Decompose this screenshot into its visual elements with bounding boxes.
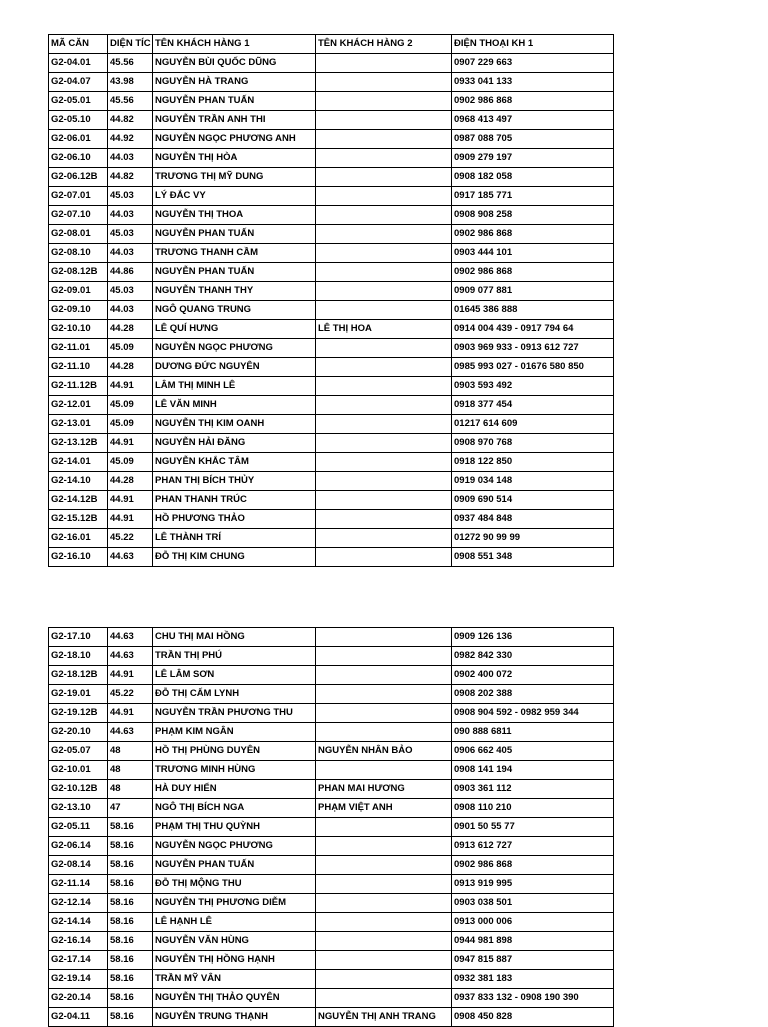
area-cell: 44.91 xyxy=(108,434,153,453)
table-row xyxy=(49,913,614,932)
customer-1-phone-cell: 0903 361 112 xyxy=(452,780,614,799)
unit-code-cell: G2-13.10 xyxy=(49,799,108,818)
area-cell: 58.16 xyxy=(108,875,153,894)
area-cell: 43.98 xyxy=(108,73,153,92)
customer-2-name-cell xyxy=(316,206,452,225)
table-row xyxy=(49,149,614,168)
area-cell: 44.28 xyxy=(108,472,153,491)
area-cell: 58.16 xyxy=(108,856,153,875)
customer-1-name-cell: ĐỖ THỊ MỘNG THU xyxy=(153,875,316,894)
area-cell: 44.91 xyxy=(108,510,153,529)
area-cell: 58.16 xyxy=(108,818,153,837)
area-cell: 58.16 xyxy=(108,951,153,970)
customer-1-name-cell: LÊ THÀNH TRÍ xyxy=(153,529,316,548)
customer-1-phone-cell: 0902 986 868 xyxy=(452,92,614,111)
area-cell: 44.03 xyxy=(108,149,153,168)
customer-1-name-cell: NGUYỄN PHAN TUẤN xyxy=(153,92,316,111)
customer-2-name-cell: NGUYỄN NHÂN BẢO xyxy=(316,742,452,761)
unit-code-cell: G2-11.01 xyxy=(49,339,108,358)
area-cell: 44.91 xyxy=(108,704,153,723)
area-cell: 44.28 xyxy=(108,320,153,339)
customer-1-name-cell: ĐỖ THỊ CẨM LYNH xyxy=(153,685,316,704)
customer-2-name-cell xyxy=(316,529,452,548)
area-cell: 44.28 xyxy=(108,358,153,377)
customer-1-phone-cell: 0909 279 197 xyxy=(452,149,614,168)
unit-code-cell: G2-11.10 xyxy=(49,358,108,377)
table-row xyxy=(49,73,614,92)
customer-1-name-cell: NGUYỄN NGỌC PHƯƠNG ANH xyxy=(153,130,316,149)
column-header: TÊN KHÁCH HÀNG 2 xyxy=(316,35,452,54)
unit-code-cell: G2-13.12B xyxy=(49,434,108,453)
customer-1-name-cell: LÝ ĐẮC VY xyxy=(153,187,316,206)
area-cell: 58.16 xyxy=(108,894,153,913)
customer-2-name-cell xyxy=(316,434,452,453)
unit-code-cell: G2-14.12B xyxy=(49,491,108,510)
customer-1-phone-cell: 0968 413 497 xyxy=(452,111,614,130)
customer-1-phone-cell: 0913 000 006 xyxy=(452,913,614,932)
unit-code-cell: G2-09.01 xyxy=(49,282,108,301)
customer-2-name-cell xyxy=(316,225,452,244)
customer-2-name-cell xyxy=(316,628,452,647)
table-row xyxy=(49,837,614,856)
customer-1-name-cell: NGUYỄN PHAN TUẤN xyxy=(153,263,316,282)
customer-2-name-cell xyxy=(316,187,452,206)
customer-1-phone-cell: 0903 969 933 - 0913 612 727 xyxy=(452,339,614,358)
table-row xyxy=(49,704,614,723)
area-cell: 45.09 xyxy=(108,396,153,415)
area-cell: 48 xyxy=(108,742,153,761)
customer-2-name-cell xyxy=(316,761,452,780)
customer-1-name-cell: LÊ VĂN MINH xyxy=(153,396,316,415)
customer-1-phone-cell: 0908 110 210 xyxy=(452,799,614,818)
table-row xyxy=(49,856,614,875)
table-row xyxy=(49,92,614,111)
area-cell: 44.63 xyxy=(108,647,153,666)
area-cell: 45.56 xyxy=(108,92,153,111)
area-cell: 45.03 xyxy=(108,187,153,206)
table-row xyxy=(49,358,614,377)
unit-code-cell: G2-04.07 xyxy=(49,73,108,92)
customer-1-phone-cell: 0902 400 072 xyxy=(452,666,614,685)
unit-code-cell: G2-08.10 xyxy=(49,244,108,263)
unit-code-cell: G2-05.01 xyxy=(49,92,108,111)
customer-2-name-cell xyxy=(316,932,452,951)
unit-code-cell: G2-12.01 xyxy=(49,396,108,415)
column-header: ĐIỆN THOẠI KH 1 xyxy=(452,35,614,54)
customer-1-name-cell: NGUYỄN THỊ HỒNG HẠNH xyxy=(153,951,316,970)
table-row xyxy=(49,970,614,989)
customer-1-name-cell: NGUYỄN NGỌC PHƯƠNG xyxy=(153,339,316,358)
customer-2-name-cell xyxy=(316,54,452,73)
column-header: TÊN KHÁCH HÀNG 1 xyxy=(153,35,316,54)
customer-1-name-cell: NGUYỄN BÙI QUỐC DŨNG xyxy=(153,54,316,73)
customer-1-name-cell: PHẠM KIM NGÂN xyxy=(153,723,316,742)
customer-1-name-cell: NGÔ THỊ BÍCH NGA xyxy=(153,799,316,818)
table-row xyxy=(49,818,614,837)
area-cell: 44.82 xyxy=(108,168,153,187)
area-cell: 48 xyxy=(108,761,153,780)
area-cell: 44.91 xyxy=(108,491,153,510)
area-cell: 44.63 xyxy=(108,548,153,567)
unit-code-cell: G2-17.10 xyxy=(49,628,108,647)
customer-1-phone-cell: 0906 662 405 xyxy=(452,742,614,761)
table-row xyxy=(49,168,614,187)
customer-2-name-cell xyxy=(316,168,452,187)
customer-1-phone-cell: 01272 90 99 99 xyxy=(452,529,614,548)
area-cell: 45.09 xyxy=(108,453,153,472)
customer-1-name-cell: NGUYỄN THANH THY xyxy=(153,282,316,301)
customer-1-name-cell: NGUYỄN TRUNG THẠNH xyxy=(153,1008,316,1027)
table-row xyxy=(49,894,614,913)
area-cell: 44.63 xyxy=(108,628,153,647)
table-row xyxy=(49,666,614,685)
unit-code-cell: G2-16.01 xyxy=(49,529,108,548)
unit-code-cell: G2-14.01 xyxy=(49,453,108,472)
customer-1-name-cell: NGUYỄN TRẦN ANH THI xyxy=(153,111,316,130)
customer-2-name-cell xyxy=(316,989,452,1008)
customer-1-name-cell: NGUYỄN HÀ TRANG xyxy=(153,73,316,92)
customer-2-name-cell xyxy=(316,396,452,415)
customer-1-phone-cell: 0902 986 868 xyxy=(452,856,614,875)
area-cell: 58.16 xyxy=(108,837,153,856)
customer-2-name-cell xyxy=(316,92,452,111)
customer-1-phone-cell: 0918 377 454 xyxy=(452,396,614,415)
customer-2-name-cell: LÊ THỊ HOA xyxy=(316,320,452,339)
area-cell: 58.16 xyxy=(108,932,153,951)
customer-2-name-cell xyxy=(316,301,452,320)
customer-1-phone-cell: 0902 986 868 xyxy=(452,263,614,282)
customer-1-name-cell: HỒ THỊ PHÙNG DUYÊN xyxy=(153,742,316,761)
table-row xyxy=(49,723,614,742)
customer-1-phone-cell: 0907 229 663 xyxy=(452,54,614,73)
area-cell: 58.16 xyxy=(108,1008,153,1027)
unit-code-cell: G2-07.01 xyxy=(49,187,108,206)
area-cell: 44.92 xyxy=(108,130,153,149)
customer-1-phone-cell: 0987 088 705 xyxy=(452,130,614,149)
unit-code-cell: G2-06.12B xyxy=(49,168,108,187)
customer-1-phone-cell: 0903 038 501 xyxy=(452,894,614,913)
table-row xyxy=(49,761,614,780)
customer-2-name-cell xyxy=(316,704,452,723)
area-cell: 47 xyxy=(108,799,153,818)
customer-2-name-cell xyxy=(316,818,452,837)
unit-code-cell: G2-14.10 xyxy=(49,472,108,491)
customer-1-phone-cell: 0919 034 148 xyxy=(452,472,614,491)
customer-1-name-cell: LÂM THỊ MINH LÊ xyxy=(153,377,316,396)
customer-1-phone-cell: 0901 50 55 77 xyxy=(452,818,614,837)
table-row xyxy=(49,225,614,244)
table-row xyxy=(49,206,614,225)
customer-2-name-cell xyxy=(316,453,452,472)
unit-code-cell: G2-19.01 xyxy=(49,685,108,704)
customer-1-phone-cell: 0918 122 850 xyxy=(452,453,614,472)
table-row xyxy=(49,301,614,320)
customer-1-name-cell: TRƯƠNG THỊ MỸ DUNG xyxy=(153,168,316,187)
table-row xyxy=(49,244,614,263)
customer-2-name-cell xyxy=(316,685,452,704)
area-cell: 58.16 xyxy=(108,970,153,989)
customer-1-phone-cell: 0908 450 828 xyxy=(452,1008,614,1027)
unit-code-cell: G2-05.07 xyxy=(49,742,108,761)
area-cell: 48 xyxy=(108,780,153,799)
unit-code-cell: G2-05.10 xyxy=(49,111,108,130)
customer-1-phone-cell: 0917 185 771 xyxy=(452,187,614,206)
table-row xyxy=(49,742,614,761)
unit-code-cell: G2-09.10 xyxy=(49,301,108,320)
customer-1-phone-cell: 0913 612 727 xyxy=(452,837,614,856)
customer-1-name-cell: NGUYỄN THỊ HÒA xyxy=(153,149,316,168)
table-row xyxy=(49,54,614,73)
customer-1-name-cell: NGUYỄN THỊ THẢO QUYÊN xyxy=(153,989,316,1008)
customer-2-name-cell: PHAN MAI HƯƠNG xyxy=(316,780,452,799)
table-row xyxy=(49,434,614,453)
customer-2-name-cell xyxy=(316,377,452,396)
customer-2-name-cell xyxy=(316,510,452,529)
unit-code-cell: G2-10.01 xyxy=(49,761,108,780)
unit-code-cell: G2-19.12B xyxy=(49,704,108,723)
area-cell: 45.56 xyxy=(108,54,153,73)
customer-1-name-cell: NGUYỄN TRẦN PHƯƠNG THU xyxy=(153,704,316,723)
customer-1-name-cell: NGUYỄN THỊ THOA xyxy=(153,206,316,225)
customer-1-phone-cell: 0903 593 492 xyxy=(452,377,614,396)
area-cell: 45.22 xyxy=(108,529,153,548)
customer-1-name-cell: NGUYỄN PHAN TUẤN xyxy=(153,225,316,244)
table-row xyxy=(49,130,614,149)
area-cell: 44.63 xyxy=(108,723,153,742)
customer-1-phone-cell: 0908 908 258 xyxy=(452,206,614,225)
table-row xyxy=(49,453,614,472)
unit-code-cell: G2-06.10 xyxy=(49,149,108,168)
customer-1-name-cell: TRẦN THỊ PHÚ xyxy=(153,647,316,666)
area-cell: 44.91 xyxy=(108,377,153,396)
customer-1-name-cell: NGUYỄN NGỌC PHƯƠNG xyxy=(153,837,316,856)
customer-1-name-cell: TRƯƠNG THANH CẦM xyxy=(153,244,316,263)
unit-code-cell: G2-12.14 xyxy=(49,894,108,913)
unit-code-cell: G2-15.12B xyxy=(49,510,108,529)
unit-code-cell: G2-06.14 xyxy=(49,837,108,856)
unit-code-cell: G2-16.14 xyxy=(49,932,108,951)
area-cell: 44.91 xyxy=(108,666,153,685)
area-cell: 44.03 xyxy=(108,301,153,320)
customer-2-name-cell xyxy=(316,111,452,130)
customer-2-name-cell xyxy=(316,548,452,567)
unit-code-cell: G2-11.12B xyxy=(49,377,108,396)
customer-1-phone-cell: 0937 833 132 - 0908 190 390 xyxy=(452,989,614,1008)
area-cell: 44.86 xyxy=(108,263,153,282)
customer-1-phone-cell: 0985 993 027 - 01676 580 850 xyxy=(452,358,614,377)
unit-code-cell: G2-18.12B xyxy=(49,666,108,685)
customer-1-name-cell: TRẦN MỸ VÂN xyxy=(153,970,316,989)
customer-1-phone-cell: 0913 919 995 xyxy=(452,875,614,894)
customer-1-name-cell: NGUYỄN HẢI ĐĂNG xyxy=(153,434,316,453)
customer-2-name-cell xyxy=(316,282,452,301)
customer-2-name-cell xyxy=(316,647,452,666)
customer-2-name-cell xyxy=(316,263,452,282)
table-row xyxy=(49,529,614,548)
unit-code-cell: G2-07.10 xyxy=(49,206,108,225)
table-row xyxy=(49,396,614,415)
customer-2-name-cell xyxy=(316,358,452,377)
customer-1-phone-cell: 0908 202 388 xyxy=(452,685,614,704)
table-row xyxy=(49,111,614,130)
area-cell: 45.03 xyxy=(108,282,153,301)
table-row xyxy=(49,320,614,339)
customer-2-name-cell xyxy=(316,970,452,989)
customer-1-phone-cell: 01217 614 609 xyxy=(452,415,614,434)
customer-1-phone-cell: 0932 381 183 xyxy=(452,970,614,989)
customer-table-2 xyxy=(48,627,614,1027)
unit-code-cell: G2-11.14 xyxy=(49,875,108,894)
customer-1-name-cell: NGUYỄN THỊ PHƯƠNG DIỄM xyxy=(153,894,316,913)
customer-1-phone-cell: 01645 386 888 xyxy=(452,301,614,320)
unit-code-cell: G2-08.01 xyxy=(49,225,108,244)
area-cell: 44.03 xyxy=(108,244,153,263)
customer-1-phone-cell: 0908 182 058 xyxy=(452,168,614,187)
customer-1-name-cell: LÊ QUÍ HƯNG xyxy=(153,320,316,339)
unit-code-cell: G2-16.10 xyxy=(49,548,108,567)
customer-1-phone-cell: 0903 444 101 xyxy=(452,244,614,263)
table-row xyxy=(49,780,614,799)
unit-code-cell: G2-05.11 xyxy=(49,818,108,837)
customer-2-name-cell xyxy=(316,130,452,149)
customer-1-name-cell: CHU THỊ MAI HỒNG xyxy=(153,628,316,647)
customer-2-name-cell xyxy=(316,339,452,358)
table-row xyxy=(49,282,614,301)
customer-2-name-cell xyxy=(316,875,452,894)
table-row xyxy=(49,491,614,510)
customer-table-1 xyxy=(48,34,614,567)
unit-code-cell: G2-10.10 xyxy=(49,320,108,339)
customer-1-name-cell: NGÔ QUANG TRUNG xyxy=(153,301,316,320)
customer-2-name-cell: NGUYỄN THỊ ANH TRANG xyxy=(316,1008,452,1027)
table-row xyxy=(49,951,614,970)
customer-2-name-cell xyxy=(316,491,452,510)
unit-code-cell: G2-04.01 xyxy=(49,54,108,73)
area-cell: 45.03 xyxy=(108,225,153,244)
customer-1-name-cell: HỒ PHƯƠNG THẢO xyxy=(153,510,316,529)
customer-1-phone-cell: 0908 141 194 xyxy=(452,761,614,780)
unit-code-cell: G2-17.14 xyxy=(49,951,108,970)
customer-1-phone-cell: 0944 981 898 xyxy=(452,932,614,951)
customer-1-name-cell: ĐỖ THỊ KIM CHUNG xyxy=(153,548,316,567)
unit-code-cell: G2-06.01 xyxy=(49,130,108,149)
table-row xyxy=(49,263,614,282)
column-header: MÃ CĂN xyxy=(49,35,108,54)
unit-code-cell: G2-08.12B xyxy=(49,263,108,282)
unit-code-cell: G2-20.14 xyxy=(49,989,108,1008)
area-cell: 44.03 xyxy=(108,206,153,225)
table-row xyxy=(49,472,614,491)
customer-1-phone-cell: 0947 815 887 xyxy=(452,951,614,970)
customer-2-name-cell xyxy=(316,244,452,263)
customer-1-name-cell: NGUYỄN VĂN HÙNG xyxy=(153,932,316,951)
customer-2-name-cell xyxy=(316,951,452,970)
customer-2-name-cell xyxy=(316,837,452,856)
unit-code-cell: G2-04.11 xyxy=(49,1008,108,1027)
table-row xyxy=(49,548,614,567)
customer-1-phone-cell: 0902 986 868 xyxy=(452,225,614,244)
unit-code-cell: G2-14.14 xyxy=(49,913,108,932)
customer-2-name-cell xyxy=(316,149,452,168)
customer-1-phone-cell: 0909 077 881 xyxy=(452,282,614,301)
customer-1-name-cell: TRƯƠNG MINH HÙNG xyxy=(153,761,316,780)
customer-1-phone-cell: 0982 842 330 xyxy=(452,647,614,666)
customer-2-name-cell: PHẠM VIỆT ANH xyxy=(316,799,452,818)
customer-2-name-cell xyxy=(316,73,452,92)
customer-1-name-cell: NGUYỄN PHAN TUẤN xyxy=(153,856,316,875)
customer-1-phone-cell: 0908 970 768 xyxy=(452,434,614,453)
customer-1-phone-cell: 0914 004 439 - 0917 794 64 xyxy=(452,320,614,339)
customer-1-phone-cell: 0908 904 592 - 0982 959 344 xyxy=(452,704,614,723)
table-row xyxy=(49,685,614,704)
area-cell: 58.16 xyxy=(108,989,153,1008)
customer-1-name-cell: NGUYỄN THỊ KIM OANH xyxy=(153,415,316,434)
area-cell: 45.09 xyxy=(108,415,153,434)
area-cell: 58.16 xyxy=(108,913,153,932)
table-row xyxy=(49,875,614,894)
customer-2-name-cell xyxy=(316,856,452,875)
table-row xyxy=(49,932,614,951)
table-row xyxy=(49,799,614,818)
customer-1-phone-cell: 0909 690 514 xyxy=(452,491,614,510)
area-cell: 45.09 xyxy=(108,339,153,358)
table-row xyxy=(49,510,614,529)
table-row xyxy=(49,187,614,206)
unit-code-cell: G2-13.01 xyxy=(49,415,108,434)
table-row xyxy=(49,415,614,434)
customer-2-name-cell xyxy=(316,666,452,685)
customer-1-name-cell: LÊ HẠNH LÊ xyxy=(153,913,316,932)
customer-2-name-cell xyxy=(316,472,452,491)
customer-2-name-cell xyxy=(316,913,452,932)
customer-1-phone-cell: 090 888 6811 xyxy=(452,723,614,742)
column-header: DIỆN TÍC xyxy=(108,35,153,54)
customer-1-name-cell: LÊ LÂM SƠN xyxy=(153,666,316,685)
customer-1-name-cell: DƯƠNG ĐỨC NGUYÊN xyxy=(153,358,316,377)
customer-2-name-cell xyxy=(316,723,452,742)
unit-code-cell: G2-10.12B xyxy=(49,780,108,799)
unit-code-cell: G2-20.10 xyxy=(49,723,108,742)
unit-code-cell: G2-18.10 xyxy=(49,647,108,666)
customer-2-name-cell xyxy=(316,894,452,913)
customer-2-name-cell xyxy=(316,415,452,434)
table-row xyxy=(49,628,614,647)
customer-1-name-cell: PHAN THỊ BÍCH THỦY xyxy=(153,472,316,491)
table-row xyxy=(49,647,614,666)
customer-1-name-cell: PHAN THANH TRÚC xyxy=(153,491,316,510)
table-row xyxy=(49,339,614,358)
customer-1-name-cell: HÀ DUY HIỂN xyxy=(153,780,316,799)
customer-1-name-cell: PHẠM THỊ THU QUỲNH xyxy=(153,818,316,837)
table-row xyxy=(49,989,614,1008)
customer-1-phone-cell: 0933 041 133 xyxy=(452,73,614,92)
table-row xyxy=(49,377,614,396)
customer-1-phone-cell: 0909 126 136 xyxy=(452,628,614,647)
customer-1-phone-cell: 0937 484 848 xyxy=(452,510,614,529)
table-header-row xyxy=(49,35,614,54)
area-cell: 45.22 xyxy=(108,685,153,704)
unit-code-cell: G2-08.14 xyxy=(49,856,108,875)
customer-1-phone-cell: 0908 551 348 xyxy=(452,548,614,567)
customer-1-name-cell: NGUYỄN KHẮC TÂM xyxy=(153,453,316,472)
area-cell: 44.82 xyxy=(108,111,153,130)
unit-code-cell: G2-19.14 xyxy=(49,970,108,989)
